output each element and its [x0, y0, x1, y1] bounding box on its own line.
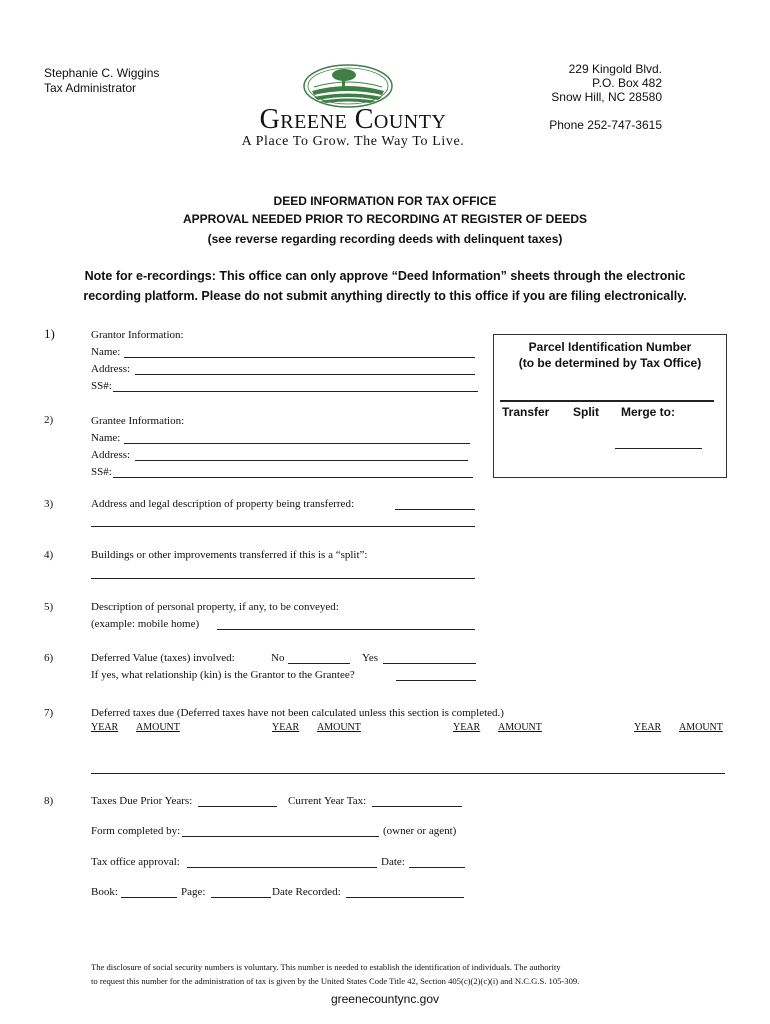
grantor-ss-field[interactable] — [113, 391, 478, 392]
item-4-label: Buildings or other improvements transferred if this is a “split”: — [91, 549, 368, 561]
item-number-5: 5) — [44, 601, 54, 613]
amount-col-4: AMOUNT — [679, 722, 723, 733]
grantee-name-label: Name: — [91, 432, 121, 444]
taxes-prior-field[interactable] — [198, 806, 277, 807]
item-number-8: 8) — [44, 795, 54, 807]
item-number-2: 2) — [44, 414, 54, 426]
transfer-option[interactable]: Transfer — [502, 405, 550, 419]
title-line-2: APPROVAL NEEDED PRIOR TO RECORDING AT REGISTER OF DEEDS — [182, 212, 588, 226]
county-name: Greene County — [259, 104, 447, 135]
note-line-1: Note for e-recordings: This office can only approve “Deed Information” sheets through the electronic — [84, 269, 686, 283]
parcel-title-2: (to be determined by Tax Office) — [518, 356, 702, 370]
approval-date-field[interactable] — [409, 867, 465, 868]
phone: Phone 252-747-3615 — [549, 118, 662, 132]
year-col-3: YEAR — [453, 722, 481, 733]
grantor-heading: Grantor Information: — [91, 329, 184, 341]
address-line-2: P.O. Box 482 — [592, 76, 662, 90]
form-completed-label: Form completed by: — [91, 825, 181, 837]
property-description-field-1[interactable] — [395, 509, 475, 510]
book-field[interactable] — [121, 897, 177, 898]
split-option[interactable]: Split — [573, 405, 599, 419]
date-recorded-label: Date Recorded: — [272, 886, 341, 898]
admin-title: Tax Administrator — [44, 81, 137, 95]
amount-col-3: AMOUNT — [498, 722, 542, 733]
merge-option[interactable]: Merge to: — [621, 405, 675, 419]
grantor-address-field[interactable] — [135, 374, 475, 375]
disclosure-line-2: to request this number for the administration of tax is given by the United States Code Title 42, Section 405(c)(2)(c)(i) and N.C.G.S. 105-309. — [91, 976, 580, 986]
deferred-no-field[interactable] — [288, 663, 350, 664]
parcel-number-line[interactable] — [500, 400, 714, 402]
item-number-1: 1) — [44, 326, 55, 341]
disclosure-line-1: The disclosure of social security numbers is voluntary. This number is needed to establish the identification of individuals. The authority — [91, 962, 561, 972]
parcel-title-1: Parcel Identification Number — [528, 340, 692, 354]
grantor-address-label: Address: — [91, 363, 131, 375]
tax-approval-field[interactable] — [187, 867, 377, 868]
grantee-name-field[interactable] — [124, 443, 470, 444]
note-line-2: recording platform. Please do not submit anything directly to this office if you are filing electronically. — [83, 289, 687, 303]
tax-approval-label: Tax office approval: — [91, 856, 180, 868]
grantor-name-field[interactable] — [124, 357, 475, 358]
page-label: Page: — [181, 886, 206, 898]
relationship-field[interactable] — [396, 680, 476, 681]
item-number-4: 4) — [44, 549, 54, 561]
current-year-label: Current Year Tax: — [288, 795, 367, 807]
admin-name: Stephanie C. Wiggins — [44, 66, 160, 80]
website-link[interactable]: greenecountync.gov — [330, 992, 440, 1006]
approval-date-label: Date: — [381, 856, 405, 868]
deferred-yes-label: Yes — [362, 652, 379, 664]
amount-col-1: AMOUNT — [136, 722, 180, 733]
date-recorded-field[interactable] — [346, 897, 464, 898]
county-tagline: A Place To Grow. The Way To Live. — [241, 134, 465, 149]
current-year-field[interactable] — [372, 806, 462, 807]
deferred-taxes-field[interactable] — [91, 773, 725, 774]
deferred-yes-field[interactable] — [383, 663, 476, 664]
address-line-1: 229 Kingold Blvd. — [568, 62, 662, 76]
item-3-label: Address and legal description of property being transferred: — [91, 498, 354, 510]
personal-property-field[interactable] — [217, 629, 475, 630]
grantee-ss-field[interactable] — [113, 477, 473, 478]
item-7-label: Deferred taxes due (Deferred taxes have not been calculated unless this section is completed.) — [91, 707, 504, 719]
item-5-label: Description of personal property, if any, to be conveyed: — [91, 601, 339, 613]
item-number-3: 3) — [44, 498, 54, 510]
address-line-3: Snow Hill, NC 28580 — [551, 90, 662, 104]
grantee-address-field[interactable] — [135, 460, 468, 461]
year-col-4: YEAR — [634, 722, 662, 733]
form-completed-field[interactable] — [182, 836, 379, 837]
grantee-ss-label: SS#: — [91, 466, 112, 478]
title-line-3: (see reverse regarding recording deeds with delinquent taxes) — [207, 232, 563, 246]
item-5-example: (example: mobile home) — [91, 618, 200, 630]
split-buildings-field[interactable] — [91, 578, 475, 579]
deferred-no-label: No — [271, 652, 285, 664]
item-6-relationship-label: If yes, what relationship (kin) is the Grantor to the Grantee? — [91, 669, 355, 681]
amount-col-2: AMOUNT — [317, 722, 361, 733]
page-field[interactable] — [211, 897, 271, 898]
grantor-ss-label: SS#: — [91, 380, 112, 392]
year-col-2: YEAR — [272, 722, 300, 733]
grantor-name-label: Name: — [91, 346, 121, 358]
grantee-address-label: Address: — [91, 449, 131, 461]
item-6-label: Deferred Value (taxes) involved: — [91, 652, 235, 664]
item-number-6: 6) — [44, 652, 54, 664]
taxes-prior-label: Taxes Due Prior Years: — [91, 795, 193, 807]
merge-to-line[interactable] — [615, 448, 702, 449]
grantee-heading: Grantee Information: — [91, 415, 185, 427]
item-number-7: 7) — [44, 707, 54, 719]
owner-agent-label: (owner or agent) — [383, 825, 457, 837]
property-description-field-2[interactable] — [91, 526, 475, 527]
title-line-1: DEED INFORMATION FOR TAX OFFICE — [273, 194, 497, 208]
book-label: Book: — [91, 886, 118, 898]
year-col-1: YEAR — [91, 722, 119, 733]
